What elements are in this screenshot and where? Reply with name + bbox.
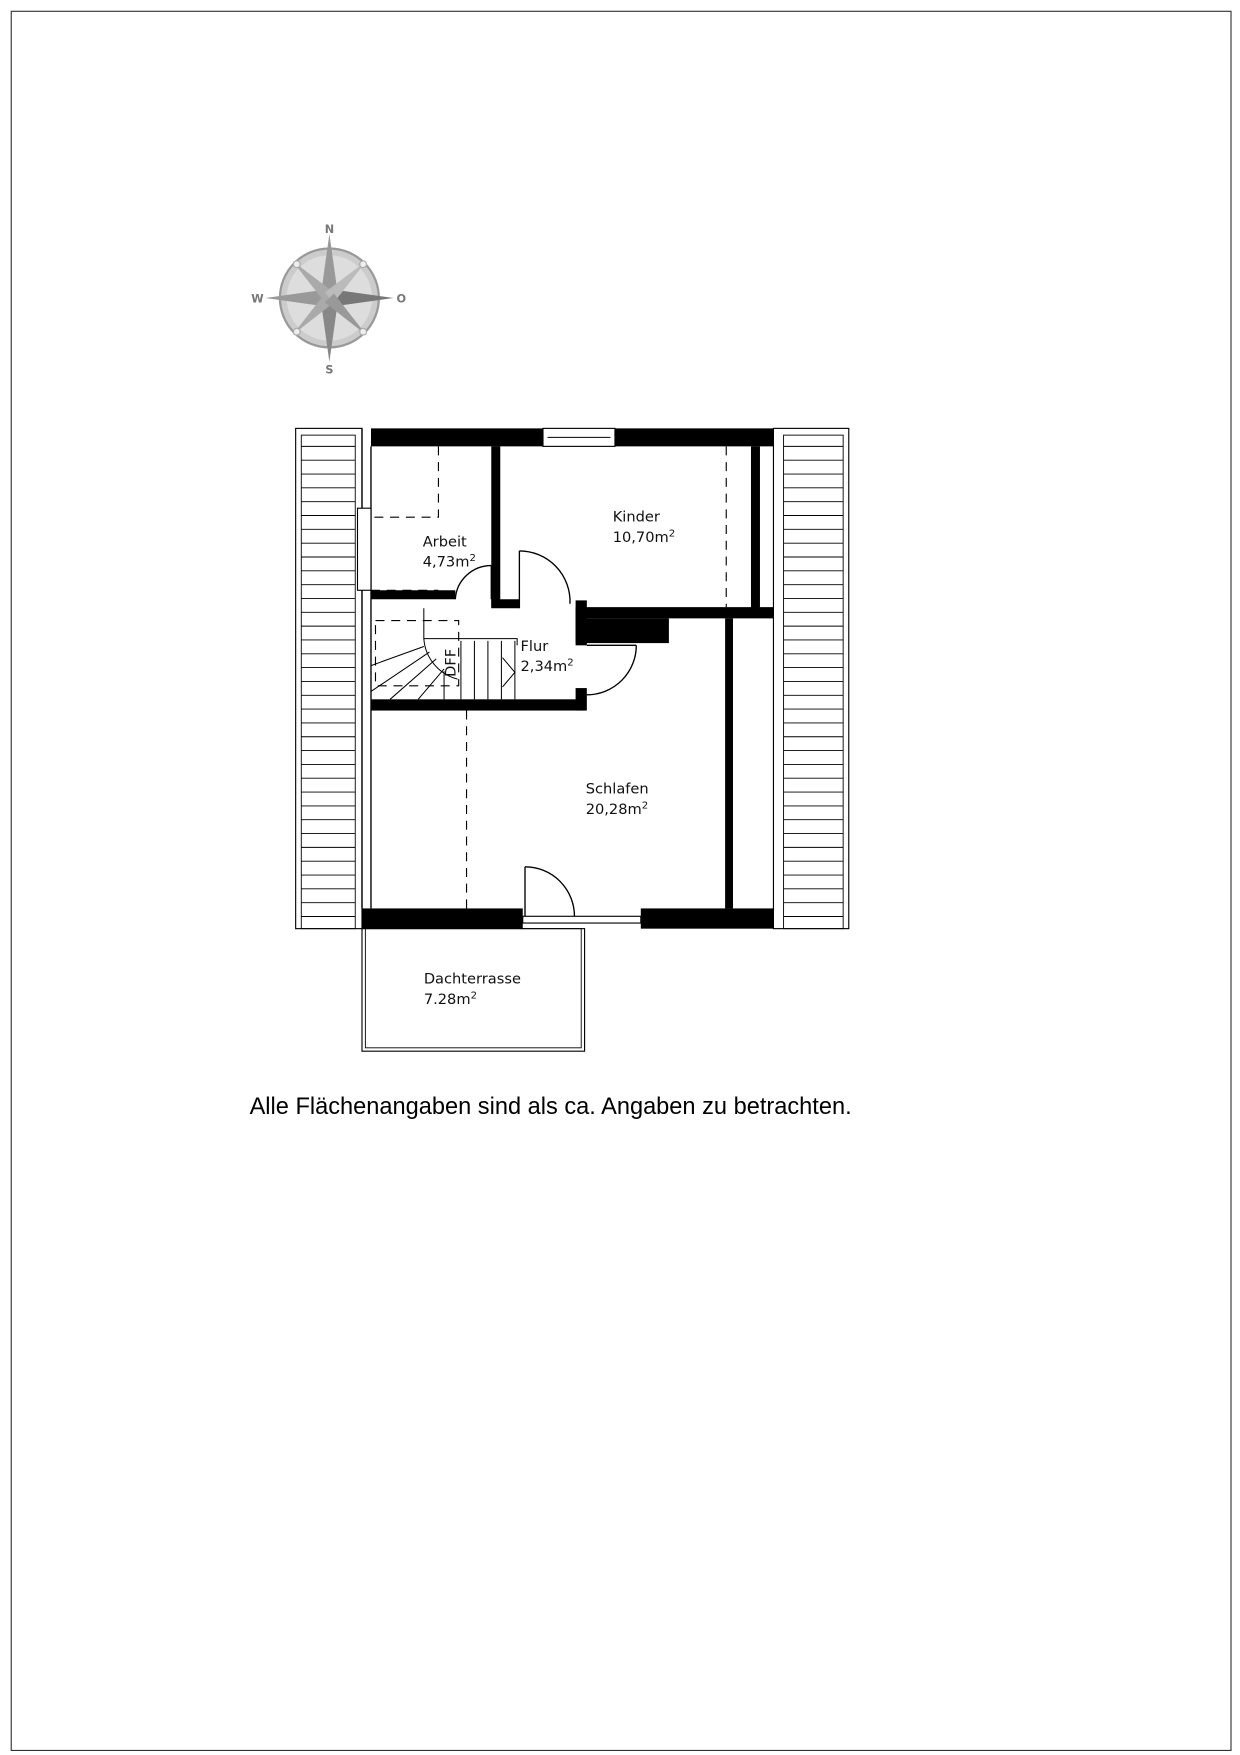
unit-sup: 2 [567, 657, 574, 669]
unit-sup: 2 [469, 553, 476, 565]
unit-sup: 2 [641, 800, 649, 812]
walls [362, 428, 773, 928]
footer-note: Alle Flächenangaben sind als ca. Angaben zu betrachten. [249, 1094, 852, 1121]
svg-text:10,70m2 [613, 528, 676, 546]
compass-rose-icon [265, 234, 393, 362]
room-name: Dachterrasse [423, 970, 521, 988]
slope-lines [371, 446, 726, 908]
room-dachterrasse [424, 971, 521, 1008]
room-area: 10,70m [612, 528, 669, 546]
doors [455, 551, 636, 916]
page-border [11, 11, 1231, 1750]
svg-text:2,34m2 [521, 658, 574, 676]
room-area: 7.28m [423, 990, 471, 1008]
stair-label: DFF [442, 648, 460, 677]
room-name: Flur [520, 637, 549, 655]
room-name: Arbeit [422, 533, 467, 551]
unit-sup: 2 [470, 990, 478, 1002]
room-area: 2,34m [520, 658, 568, 676]
room-name: Schlafen [585, 780, 649, 798]
svg-text:20,28m2 [586, 800, 649, 818]
compass-north-label: N [324, 222, 335, 236]
room-arbeit [423, 533, 476, 570]
room-area: 4,73m [422, 553, 470, 571]
room-name: Kinder [612, 508, 660, 526]
unit-sup: 2 [668, 528, 676, 540]
compass-south-label: S [325, 363, 334, 377]
svg-text:4,73m2 [423, 553, 476, 571]
room-flur [521, 638, 574, 675]
room-kinder [613, 509, 676, 546]
compass-west-label: W [251, 292, 264, 306]
room-area: 20,28m [585, 800, 642, 818]
roof-left [296, 428, 362, 928]
terrace-door-frame [523, 916, 641, 923]
window-west [357, 508, 370, 590]
roof-right [773, 428, 848, 928]
room-schlafen [586, 781, 649, 818]
compass-east-label: O [396, 292, 407, 306]
svg-text:7.28m2 [424, 990, 477, 1008]
